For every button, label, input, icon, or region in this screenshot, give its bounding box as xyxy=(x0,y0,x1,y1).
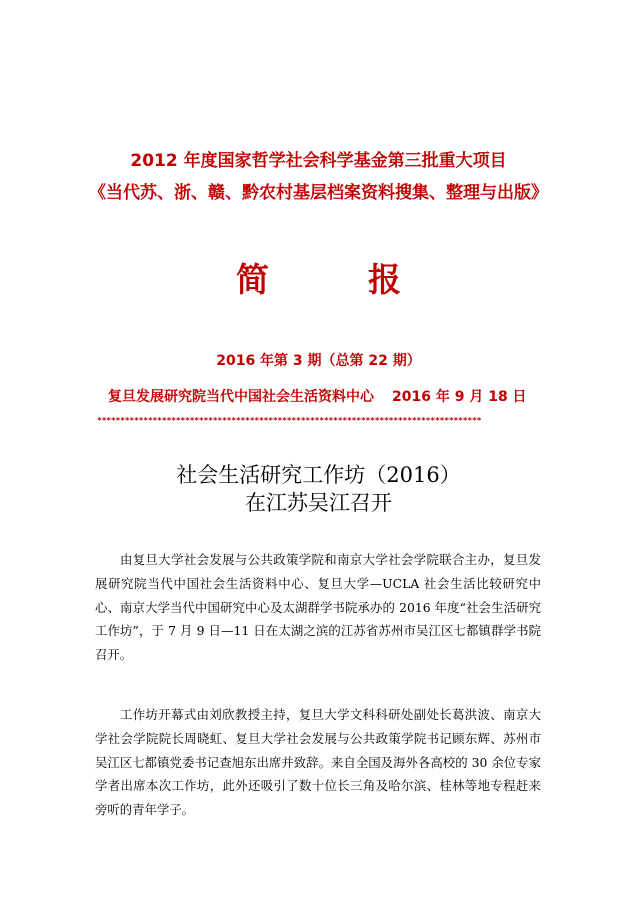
bulletin-title-char-2: 报 xyxy=(368,260,401,299)
article-title-line-1: 社会生活研究工作坊（2016） xyxy=(176,463,461,487)
issue-number: 2016 年第 3 期（总第 22 期） xyxy=(216,353,421,369)
issuer-org: 复旦发展研究院当代中国社会生活资料中心 xyxy=(108,389,374,405)
article-paragraph-1: 由复旦大学社会发展与公共政策学院和南京大学社会学院联合主办，复旦发展研究院当代中国社会生活资料中心、复旦大学—UCLA 社会生活比较研究中心、南京大学当代中国研究中心及太湖群学书院承办的 2016 年度“社会生活研究工作坊”，于 7 月 9 日—11 日在太湖之滨的江苏省苏州市吴江区七都镇群学书院召开。 xyxy=(95,552,541,663)
bulletin-title xyxy=(0,258,637,302)
article-title-line-2: 在江苏吴江召开 xyxy=(245,491,392,515)
issuer-line xyxy=(108,387,527,407)
project-name: 《当代苏、浙、赣、黔农村基层档案资料搜集、整理与出版》 xyxy=(89,183,548,203)
article-paragraph-2: 工作坊开幕式由刘欣教授主持，复旦大学文科科研处副处长葛洪波、南京大学社会学院院长周晓虹、复旦大学社会发展与公共政策学院书记顾东辉、苏州市吴江区七都镇党委书记查旭东出席并致辞。来自全国及海外各高校的 30 余位专家学者出席本次工作坊，此外还吸引了数十位长三角及哈尔滨、桂林等地专程赶来旁听的青年学子。 xyxy=(95,707,541,818)
star-divider: *********************************************************************************** xyxy=(97,415,482,425)
project-line: 2012 年度国家哲学社会科学基金第三批重大项目 xyxy=(130,151,507,171)
bulletin-title-char-1: 简 xyxy=(236,260,269,299)
issue-date: 2016 年 9 月 18 日 xyxy=(392,389,527,405)
article-title xyxy=(0,461,637,517)
